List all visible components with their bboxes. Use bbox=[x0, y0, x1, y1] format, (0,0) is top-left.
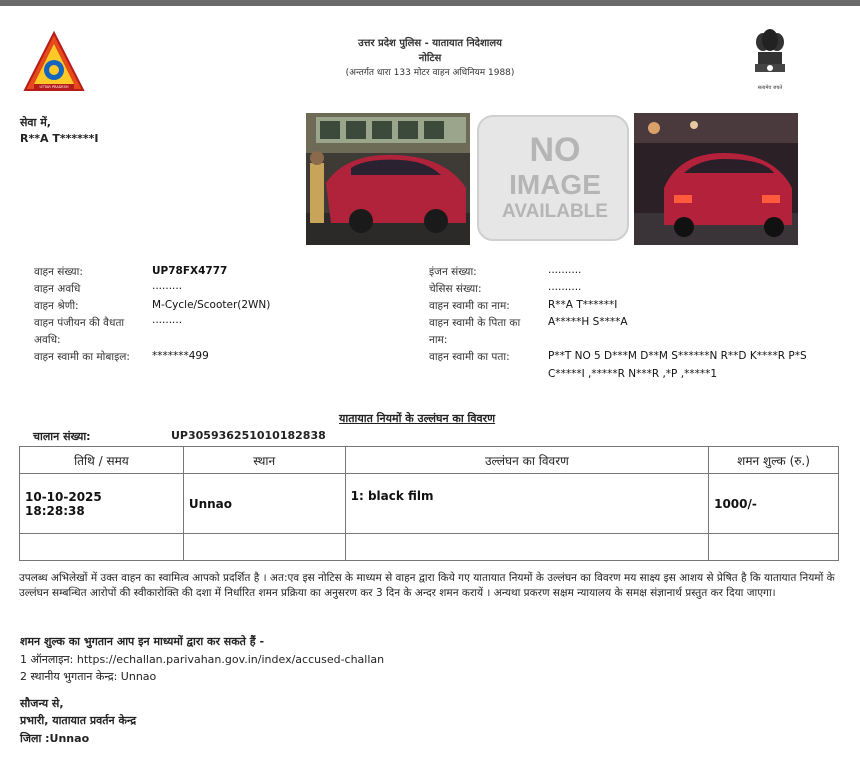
cell-time: 18:28:38 bbox=[25, 503, 85, 518]
column-header-description: उल्लंघन का विवरण bbox=[345, 447, 708, 474]
notice-paragraph: उपलब्ध अभिलेखों में उक्त वाहन का स्वामित्व आपको प्रदर्शित है । अत:एव इस नोटिस के माध्यम से वाहन द्वारा किये गए यातायात नियमों के उल्लंघन का विवरण मय साक्ष्य इस आशय से प्रेषित है कि यातायात नियमों के उल्लंघन सम्बन्धित आरोपों की स्वीकारोक्ति की दशा में निर्धारित शमन प्रक्रिया का अनुसरण कर 3 दिन के अन्दर शमन करायें । अन्यथा प्रकरण सक्षम न्यायालय के समक्ष संज्ञानार्थ प्रस्तुत कर दिया जाएगा। bbox=[19, 572, 835, 599]
directorate-title: उत्तर प्रदेश पुलिस - यातायात निदेशालय bbox=[358, 38, 502, 49]
vehicle-number-value: UP78FX4777 bbox=[152, 265, 228, 277]
chassis-number-value: .......... bbox=[548, 281, 582, 293]
owner-address-value-2: C*****I ,*****R N***R ,*P ,*****1 bbox=[548, 368, 717, 380]
empty-cell bbox=[20, 534, 184, 561]
cell-fee: 1000/- bbox=[709, 474, 839, 534]
officer-line: प्रभारी, यातायात प्रवर्तन केन्द्र bbox=[20, 714, 137, 727]
vehicle-number-label: वाहन संख्या: bbox=[34, 266, 83, 278]
notice-title: नोटिस bbox=[418, 53, 442, 64]
owner-father-value: A*****H S****A bbox=[548, 316, 628, 328]
cell-date: 10-10-2025 bbox=[25, 489, 102, 504]
notice-header bbox=[290, 36, 570, 81]
no-image-placeholder bbox=[477, 115, 629, 241]
cell-date-time bbox=[20, 474, 184, 534]
recipient-name: R**A T******I bbox=[20, 132, 99, 145]
national-emblem bbox=[749, 26, 791, 92]
owner-mobile-label: वाहन स्वामी का मोबाइल: bbox=[34, 351, 130, 363]
act-reference: (अन्तर्गत धारा 133 मोटर वाहन अधिनियम 1988) bbox=[345, 68, 515, 78]
owner-address-label: वाहन स्वामी का पता: bbox=[429, 351, 510, 363]
vehicle-category-value: M-Cycle/Scooter(2WN) bbox=[152, 299, 271, 311]
engine-number-value: .......... bbox=[548, 264, 582, 276]
empty-cell bbox=[183, 534, 345, 561]
payment-heading: शमन शुल्क का भुगतान आप इन माध्यमों द्वारा कर सकते हैं - bbox=[20, 635, 265, 648]
challan-number-label: चालान संख्या: bbox=[33, 430, 91, 443]
emblem-caption: सत्यमेव जयते bbox=[757, 85, 783, 91]
emblem-icon bbox=[749, 26, 791, 82]
column-header-date: तिथि / समय bbox=[20, 447, 184, 474]
vehicle-category-label: वाहन श्रेणी: bbox=[34, 300, 79, 312]
empty-cell bbox=[345, 534, 708, 561]
district-line: जिला :Unnao bbox=[20, 732, 90, 745]
owner-mobile-value: *******499 bbox=[152, 350, 209, 362]
engine-number-label: इंजन संख्या: bbox=[429, 266, 477, 278]
table-row-empty bbox=[20, 534, 839, 561]
empty-cell bbox=[709, 534, 839, 561]
table-header-row bbox=[20, 447, 839, 474]
registration-validity-label: वाहन पंजीयन की वैधता bbox=[34, 317, 125, 329]
column-header-fee: शमन शुल्क (रु.) bbox=[709, 447, 839, 474]
up-police-logo bbox=[22, 30, 86, 94]
vehicle-period-value: ......... bbox=[152, 280, 183, 292]
registration-validity-label-2: अवधि: bbox=[34, 334, 61, 346]
violation-table bbox=[19, 446, 839, 561]
courtesy-line: सौजन्य से, bbox=[20, 697, 64, 710]
cell-description: 1: black film bbox=[345, 474, 708, 534]
evidence-photo-left bbox=[306, 113, 470, 245]
vehicle-period-label: वाहन अवधि bbox=[34, 283, 81, 295]
owner-father-label: वाहन स्वामी के पिता का bbox=[429, 317, 521, 329]
payment-local: 2 स्थानीय भुगतान केन्द्र: Unnao bbox=[20, 670, 157, 683]
owner-name-label: वाहन स्वामी का नाम: bbox=[429, 300, 510, 312]
no-image-text-1: NO bbox=[529, 131, 581, 169]
salutation-line: सेवा में, bbox=[20, 116, 51, 129]
challan-number-value: UP305936251010182838 bbox=[171, 429, 326, 442]
evidence-photo-right bbox=[634, 113, 798, 245]
violation-heading: यातायात नियमों के उल्लंघन का विवरण bbox=[339, 412, 496, 425]
no-image-text-2: IMAGE bbox=[509, 169, 601, 200]
table-row bbox=[20, 474, 839, 534]
owner-address-value: P**T NO 5 D***M D**M S******N R**D K****R P*S bbox=[548, 350, 807, 362]
registration-validity-value: ......... bbox=[152, 314, 183, 326]
cell-place: Unnao bbox=[183, 474, 345, 534]
no-image-text-3: AVAILABLE bbox=[502, 201, 608, 222]
top-border bbox=[0, 0, 860, 6]
logo-text: UTTAR PRADESH bbox=[39, 85, 69, 89]
payment-online: 1 ऑनलाइन: https://echallan.parivahan.gov.in/index/accused-challan bbox=[20, 653, 385, 666]
chassis-number-label: चेसिस संख्या: bbox=[429, 283, 482, 295]
owner-father-label-2: नाम: bbox=[429, 334, 448, 346]
owner-name-value: R**A T******I bbox=[548, 299, 618, 311]
column-header-place: स्थान bbox=[183, 447, 345, 474]
